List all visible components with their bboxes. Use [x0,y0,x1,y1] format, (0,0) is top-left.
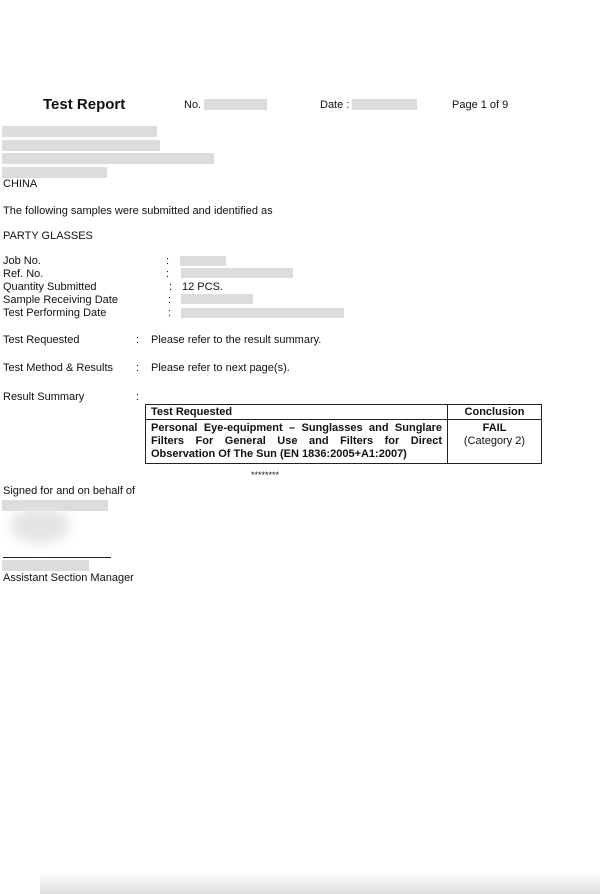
redacted-performing-date [181,308,344,318]
ref-no-label: Ref. No. [3,268,44,280]
address-country: CHINA [3,178,38,190]
field-colon: : [168,294,172,306]
redacted-report-number [204,99,267,110]
field-colon: : [169,281,173,293]
quantity-label: Quantity Submitted [3,281,97,293]
field-colon: : [166,268,170,280]
redacted-date [352,99,417,110]
signature-line [3,557,111,558]
conclusion-cell [448,420,541,463]
table-header-conclusion: Conclusion [448,405,541,420]
test-method-label: Test Method & Results [3,362,114,374]
sample-name: PARTY GLASSES [3,230,93,242]
report-title: Test Report [43,96,126,113]
test-method-value: Please refer to next page(s). [151,362,290,374]
redacted-job-no [180,256,226,266]
performing-date-label: Test Performing Date [3,307,107,319]
page-indicator: Page 1 of 9 [452,99,509,111]
redacted-receiving-date [181,294,253,304]
redacted-signatory-name [2,560,89,571]
intro-text: The following samples were submitted and identified as [3,205,273,217]
report-number-label: No. [184,99,202,111]
section-colon: : [136,391,140,403]
table-row [146,420,541,463]
conclusion-category: (Category 2) [463,435,526,447]
field-colon: : [166,255,170,267]
signed-for-text: Signed for and on behalf of [3,485,136,497]
table-header-test: Test Requested [146,405,448,420]
redacted-company-name [2,500,108,511]
redacted-address-line [2,167,107,178]
date-label: Date : [320,99,350,111]
quantity-value: 12 PCS. [182,281,223,293]
field-colon: : [168,307,172,319]
section-colon: : [136,362,140,374]
redacted-address-line [2,126,157,137]
redacted-address-line [2,140,160,151]
result-summary-label: Result Summary [3,391,85,403]
test-description: Personal Eye-equipment – Sunglasses and Sunglare Filters For General Use and Filters for Direct Observation Of The Sun (EN 1836:2005+A1:2007) [146,420,448,463]
section-colon: : [136,334,140,346]
result-summary-table [145,404,542,464]
separator-stars: ******** [251,470,280,480]
table-header-row [146,405,541,420]
redacted-ref-no [181,268,293,278]
receiving-date-label: Sample Receiving Date [3,294,118,306]
test-requested-label: Test Requested [3,334,80,346]
signature-smudge [10,508,70,544]
signatory-position: Assistant Section Manager [3,572,134,584]
page-bottom-shadow [40,872,600,894]
redacted-address-line [2,153,214,164]
conclusion-result: FAIL [482,422,507,434]
test-requested-value: Please refer to the result summary. [151,334,322,346]
job-no-label: Job No. [3,255,41,267]
